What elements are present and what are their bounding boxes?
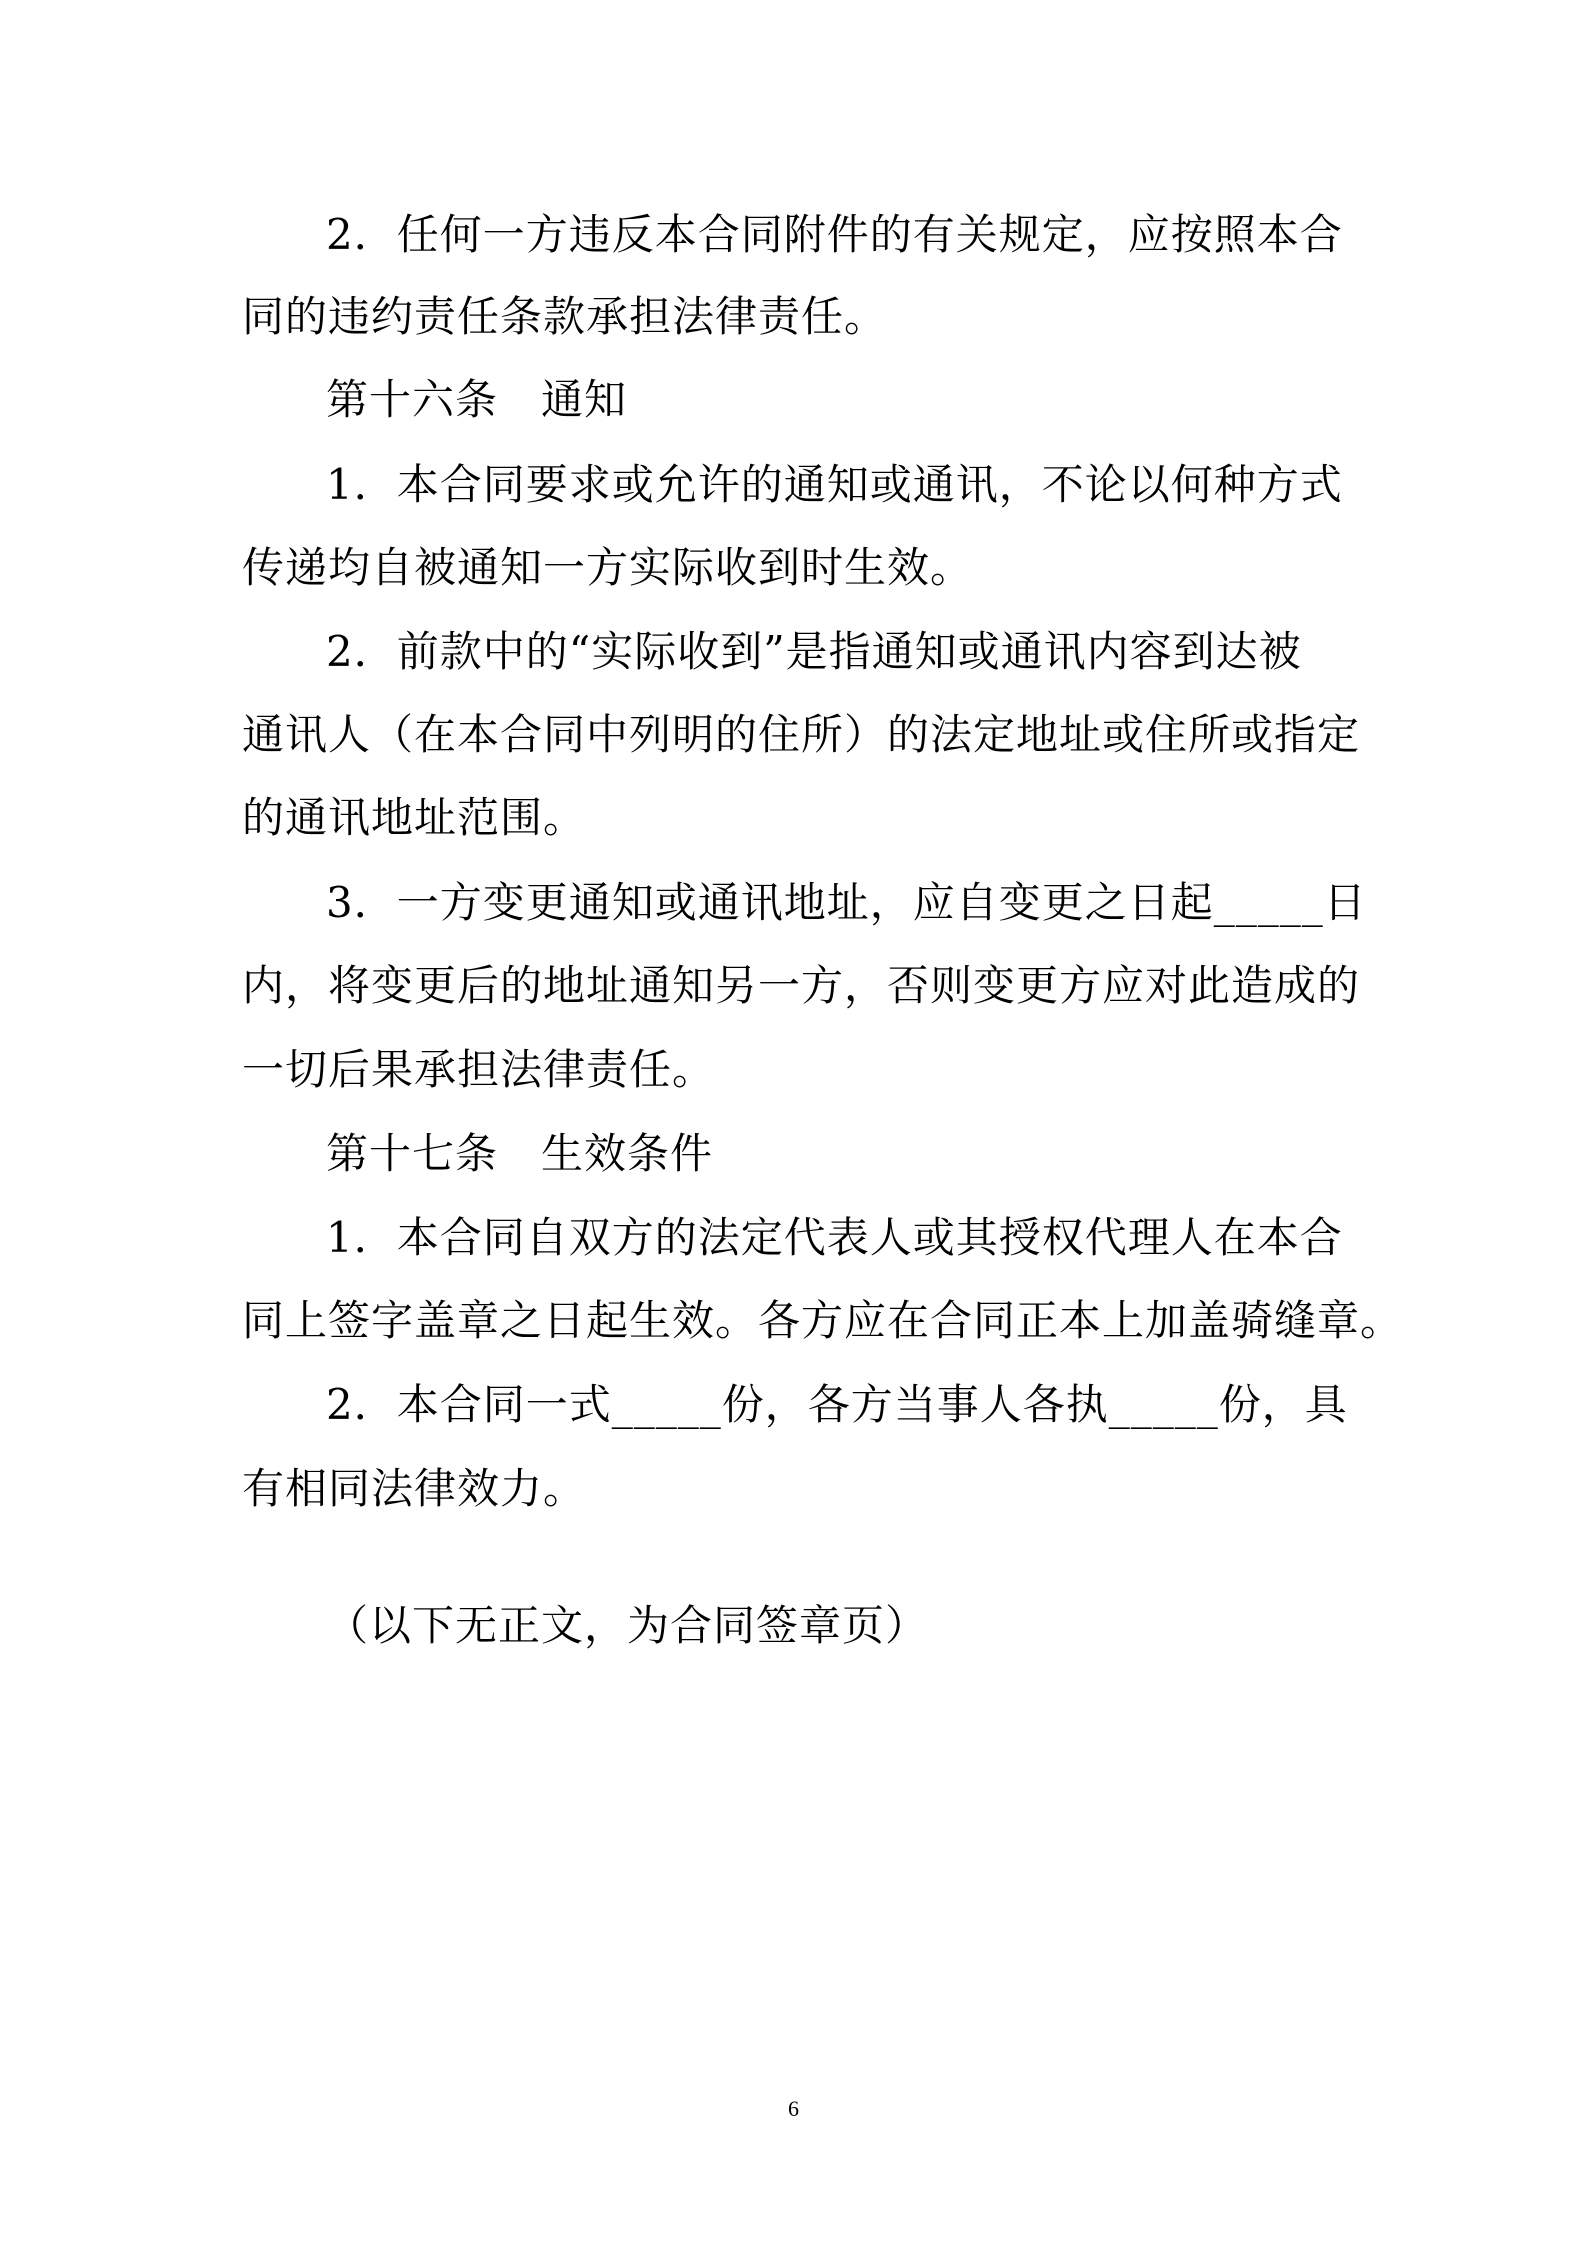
clause-17-item-2-line-2: 有相同法律效力。 <box>242 1464 587 1513</box>
clause-16-item-1-line-2: 传递均自被通知一方实际收到时生效。 <box>242 543 974 592</box>
clause-16-item-3-line-1: 3．一方变更通知或通讯地址，应自变更之日起_____日 <box>326 878 1367 927</box>
page-number: 6 <box>788 2096 799 2121</box>
clause-16-item-2-line-1: 2．前款中的“实际收到”是指通知或通讯内容到达被 <box>326 627 1302 676</box>
clause-17-item-1-line-2: 同上签字盖章之日起生效。各方应在合同正本上加盖骑缝章。 <box>242 1296 1404 1345</box>
clause-17-heading: 第十七条 生效条件 <box>326 1129 714 1178</box>
clause-16-item-1-line-1: 1．本合同要求或允许的通知或通讯，不论以何种方式 <box>326 460 1343 509</box>
clause-16-item-2-line-2: 通讯人（在本合同中列明的住所）的法定地址或住所或指定 <box>242 710 1361 759</box>
clause-17-item-1-line-1: 1．本合同自双方的法定代表人或其授权代理人在本合 <box>326 1213 1343 1262</box>
clause-17-item-2-line-1: 2．本合同一式_____份，各方当事人各执_____份，具 <box>326 1380 1348 1429</box>
clause-15-item-2-line-2: 同的违约责任条款承担法律责任。 <box>242 292 888 341</box>
signature-page-note: （以下无正文，为合同签章页） <box>326 1601 929 1650</box>
clause-16-heading: 第十六条 通知 <box>326 375 628 424</box>
clause-16-item-2-line-3: 的通讯地址范围。 <box>242 793 587 842</box>
clause-16-item-3-line-3: 一切后果承担法律责任。 <box>242 1045 716 1094</box>
clause-15-item-2-line-1: 2．任何一方违反本合同附件的有关规定，应按照本合 <box>326 210 1343 259</box>
clause-16-item-3-line-2: 内，将变更后的地址通知另一方，否则变更方应对此造成的 <box>242 961 1361 1010</box>
